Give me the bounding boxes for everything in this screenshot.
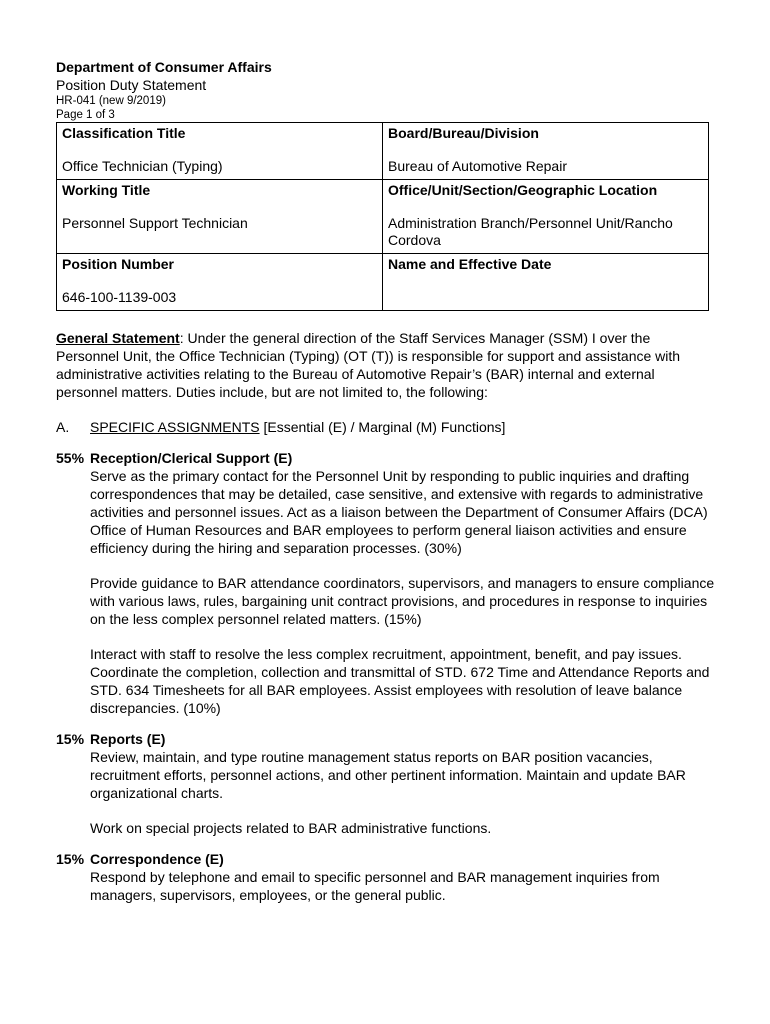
position-number-cell: [57, 254, 383, 311]
duty-percent: 15%: [56, 851, 85, 867]
office-label: Office/Unit/Section/Geographic Location: [388, 182, 658, 198]
duty-heading: [56, 449, 716, 467]
document-title: Position Duty Statement: [56, 77, 207, 93]
duty-paragraph: Serve as the primary contact for the Personnel Unit by responding to public inquiries and drafting correspondences that may be detailed, case sensitive, and extensive with regards to administrative activities and personnel issues. Act as a liaison between the Department of Consumer Affairs (DCA) Office of Human Resources and BAR employees to perform general liaison activities and ensure efficiency during the hiring and separation processes. (30%): [90, 468, 708, 556]
working-title-value: Personnel Support Technician: [62, 215, 248, 231]
duty-title: Reports (E): [90, 731, 166, 747]
board-label: Board/Bureau/Division: [388, 125, 539, 141]
working-title-cell: [57, 180, 383, 254]
duty-paragraph: Interact with staff to resolve the less complex recruitment, appointment, benefit, and pay issues. Coordinate the completion, collection and transmittal of STD. 672 Time and Attendance Reports and STD. 634 Timesheets for all BAR employees. Assist employees with resolution of leave balance discrepancies. (10%): [90, 646, 710, 716]
duty-block: [56, 850, 716, 904]
general-statement-text: : Under the general direction of the Staff Services Manager (SSM) I over the Personnel Unit, the Office Technician (Typing) (OT (T)) is responsible for support and assistance with administrative activities relating to the Bureau of Automotive Repair’s (BAR) internal and external personnel matters. Duties include, but are not limited to, the following:: [56, 330, 681, 400]
duty-block: [56, 730, 716, 837]
board-value: Bureau of Automotive Repair: [388, 158, 567, 174]
duty-percent: 15%: [56, 731, 85, 747]
position-number-label: Position Number: [62, 256, 175, 272]
duty-paragraph: Work on special projects related to BAR administrative functions.: [90, 820, 492, 836]
general-statement-label: General Statement: [56, 330, 180, 346]
office-cell: [383, 180, 709, 254]
department-name: Department of Consumer Affairs: [56, 59, 272, 75]
office-value: Administration Branch/Personnel Unit/Rancho Cordova: [388, 215, 673, 248]
section-letter: A.: [56, 419, 70, 435]
form-number: HR-041 (new 9/2019): [56, 95, 166, 107]
duty-block: [56, 449, 716, 717]
duty-heading: [56, 850, 716, 868]
duty-heading: [56, 730, 716, 748]
duty-title: Reception/Clerical Support (E): [90, 450, 293, 466]
classification-label: Classification Title: [62, 125, 186, 141]
duty-paragraph: Review, maintain, and type routine management status reports on BAR position vacancies, recruitment efforts, personnel actions, and other pertinent information. Maintain and update BAR organizational charts.: [90, 749, 686, 801]
general-statement: [56, 329, 706, 401]
board-cell: [383, 123, 709, 180]
name-date-cell: [383, 254, 709, 311]
section-a-heading: [56, 418, 716, 436]
classification-cell: [57, 123, 383, 180]
duty-percent: 55%: [56, 450, 85, 466]
name-date-label: Name and Effective Date: [388, 256, 552, 272]
duty-paragraph: Provide guidance to BAR attendance coordinators, supervisors, and managers to ensure compliance with various laws, rules, bargaining unit contract provisions, and procedures in response to inquiries on the less complex personnel related matters. (15%): [90, 575, 715, 627]
position-info-table: [56, 122, 709, 311]
duty-paragraph: Respond by telephone and email to specific personnel and BAR management inquiries from managers, supervisors, employees, or the general public.: [90, 869, 660, 903]
document-page: [56, 58, 716, 904]
position-number-value: 646-100-1139-003: [62, 289, 177, 305]
working-title-label: Working Title: [62, 182, 151, 198]
section-title: SPECIFIC ASSIGNMENTS: [90, 419, 260, 435]
duty-title: Correspondence (E): [90, 851, 224, 867]
page-indicator: Page 1 of 3: [56, 109, 115, 121]
classification-value: Office Technician (Typing): [62, 158, 223, 174]
section-suffix: [Essential (E) / Marginal (M) Functions]: [259, 419, 506, 435]
